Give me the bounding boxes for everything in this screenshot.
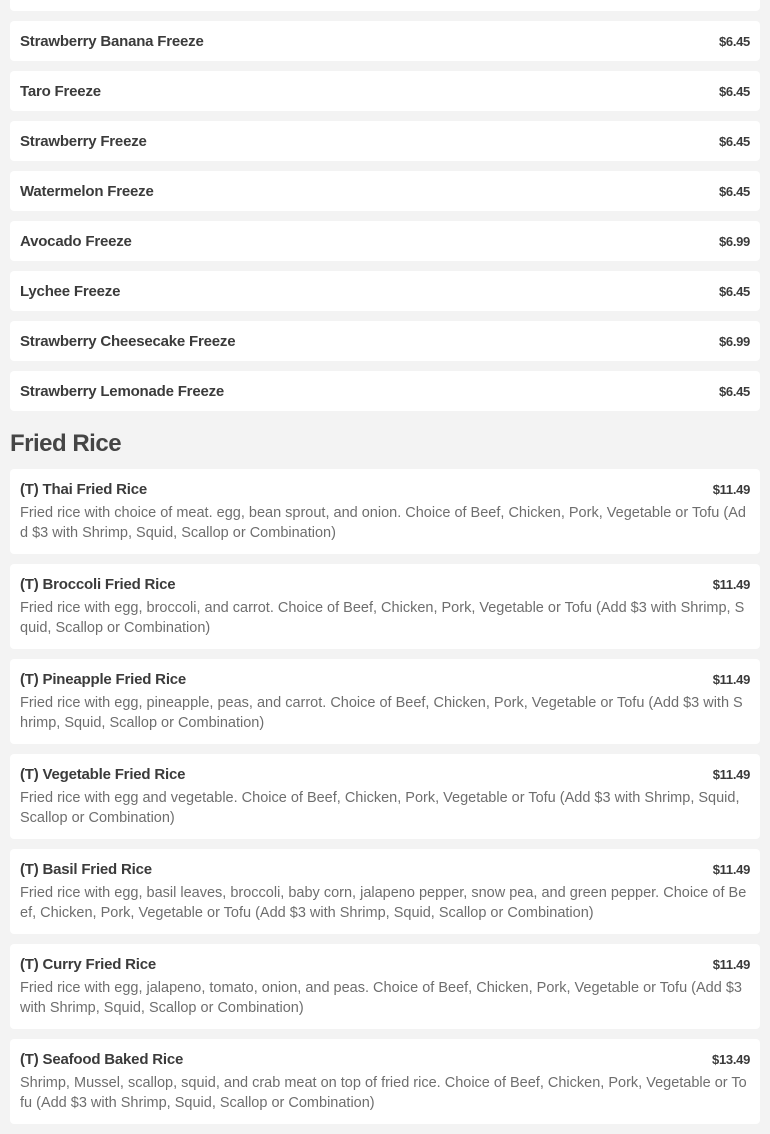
menu-item-name: (T) Thai Fried Rice <box>20 480 148 498</box>
menu-item-card[interactable] <box>10 469 760 554</box>
menu-item-name: Avocado Freeze <box>20 232 132 250</box>
menu-item-card-partial[interactable] <box>10 0 760 11</box>
menu-item-name: Taro Freeze <box>20 82 101 100</box>
menu-item-price: $11.49 <box>712 766 750 782</box>
menu-item-price: $6.45 <box>718 183 750 199</box>
menu-item-name: Strawberry Freeze <box>20 132 147 150</box>
menu-item-name: (T) Broccoli Fried Rice <box>20 575 176 593</box>
menu-item-card[interactable] <box>10 21 760 61</box>
section-title-fried-rice: Fried Rice <box>10 430 122 457</box>
menu-item-name: (T) Curry Fried Rice <box>20 955 157 973</box>
menu-item-price: $13.49 <box>712 1051 750 1067</box>
menu-item-name: (T) Vegetable Fried Rice <box>20 765 186 783</box>
menu-item-description: Fried rice with egg, jalapeno, tomato, onion, and peas. Choice of Beef, Chicken, Pork, Vegetable or Tofu (Add $3 with Shrimp, Squid, Scallop or Combination) <box>20 980 742 1016</box>
menu-item-price: $11.49 <box>712 671 750 687</box>
menu-item-name: (T) Pineapple Fried Rice <box>20 670 187 688</box>
menu-item-name: Lychee Freeze <box>20 282 121 300</box>
menu-item-card[interactable] <box>10 271 760 311</box>
menu-item-price: $6.45 <box>718 283 750 299</box>
menu-item-card[interactable] <box>10 1039 760 1124</box>
menu-item-price: $11.49 <box>712 576 750 592</box>
fried-rice-items-list <box>10 469 760 1134</box>
menu-item-card[interactable] <box>10 564 760 649</box>
menu-item-price: $6.45 <box>718 83 750 99</box>
menu-item-description: Fried rice with egg, basil leaves, broccoli, baby corn, jalapeno pepper, snow pea, and green pepper. Choice of Beef, Chicken, Pork, Vegetable or Tofu (Add $3 with Shrimp, Squid, Scallop or Combination) <box>20 885 747 921</box>
freeze-items-list <box>10 21 760 421</box>
menu-item-price: $6.99 <box>718 333 750 349</box>
menu-item-description: Fried rice with choice of meat. egg, bean sprout, and onion. Choice of Beef, Chicken, Pork, Vegetable or Tofu (Add $3 with Shrimp, Squid, Scallop or Combination) <box>20 505 746 541</box>
menu-item-description: Shrimp, Mussel, scallop, squid, and crab meat on top of fried rice. Choice of Beef, Chicken, Pork, Vegetable or Tofu (Add $3 with Shrimp, Squid, Scallop or Combination) <box>20 1075 747 1111</box>
menu-item-price: $6.45 <box>718 383 750 399</box>
menu-item-description: Fried rice with egg and vegetable. Choice of Beef, Chicken, Pork, Vegetable or Tofu (Add $3 with Shrimp, Squid, Scallop or Combination) <box>20 790 740 826</box>
menu-item-card[interactable] <box>10 754 760 839</box>
menu-item-name: Watermelon Freeze <box>20 182 154 200</box>
menu-item-card[interactable] <box>10 944 760 1029</box>
menu-item-price: $6.45 <box>718 133 750 149</box>
menu-item-card[interactable] <box>10 659 760 744</box>
menu-item-card[interactable] <box>10 221 760 261</box>
menu-item-name: (T) Seafood Baked Rice <box>20 1050 184 1068</box>
menu-item-price: $6.99 <box>718 233 750 249</box>
menu-item-description: Fried rice with egg, broccoli, and carrot. Choice of Beef, Chicken, Pork, Vegetable or Tofu (Add $3 with Shrimp, Squid, Scallop or Combination) <box>20 600 745 636</box>
menu-item-card[interactable] <box>10 371 760 411</box>
menu-item-name: (T) Basil Fried Rice <box>20 860 152 878</box>
menu-item-price: $6.45 <box>718 33 750 49</box>
menu-item-card[interactable] <box>10 321 760 361</box>
menu-item-price: $11.49 <box>712 861 750 877</box>
menu-item-card[interactable] <box>10 849 760 934</box>
menu-item-name: Strawberry Cheesecake Freeze <box>20 332 236 350</box>
menu-item-description: Fried rice with egg, pineapple, peas, and carrot. Choice of Beef, Chicken, Pork, Vegetable or Tofu (Add $3 with Shrimp, Squid, Scallop or Combination) <box>20 695 743 731</box>
menu-item-card[interactable] <box>10 71 760 111</box>
menu-item-price: $11.49 <box>712 956 750 972</box>
menu-item-card[interactable] <box>10 121 760 161</box>
menu-item-name: Strawberry Banana Freeze <box>20 32 204 50</box>
menu-item-card[interactable] <box>10 171 760 211</box>
menu-item-name: Strawberry Lemonade Freeze <box>20 382 225 400</box>
menu-item-price: $11.49 <box>712 481 750 497</box>
